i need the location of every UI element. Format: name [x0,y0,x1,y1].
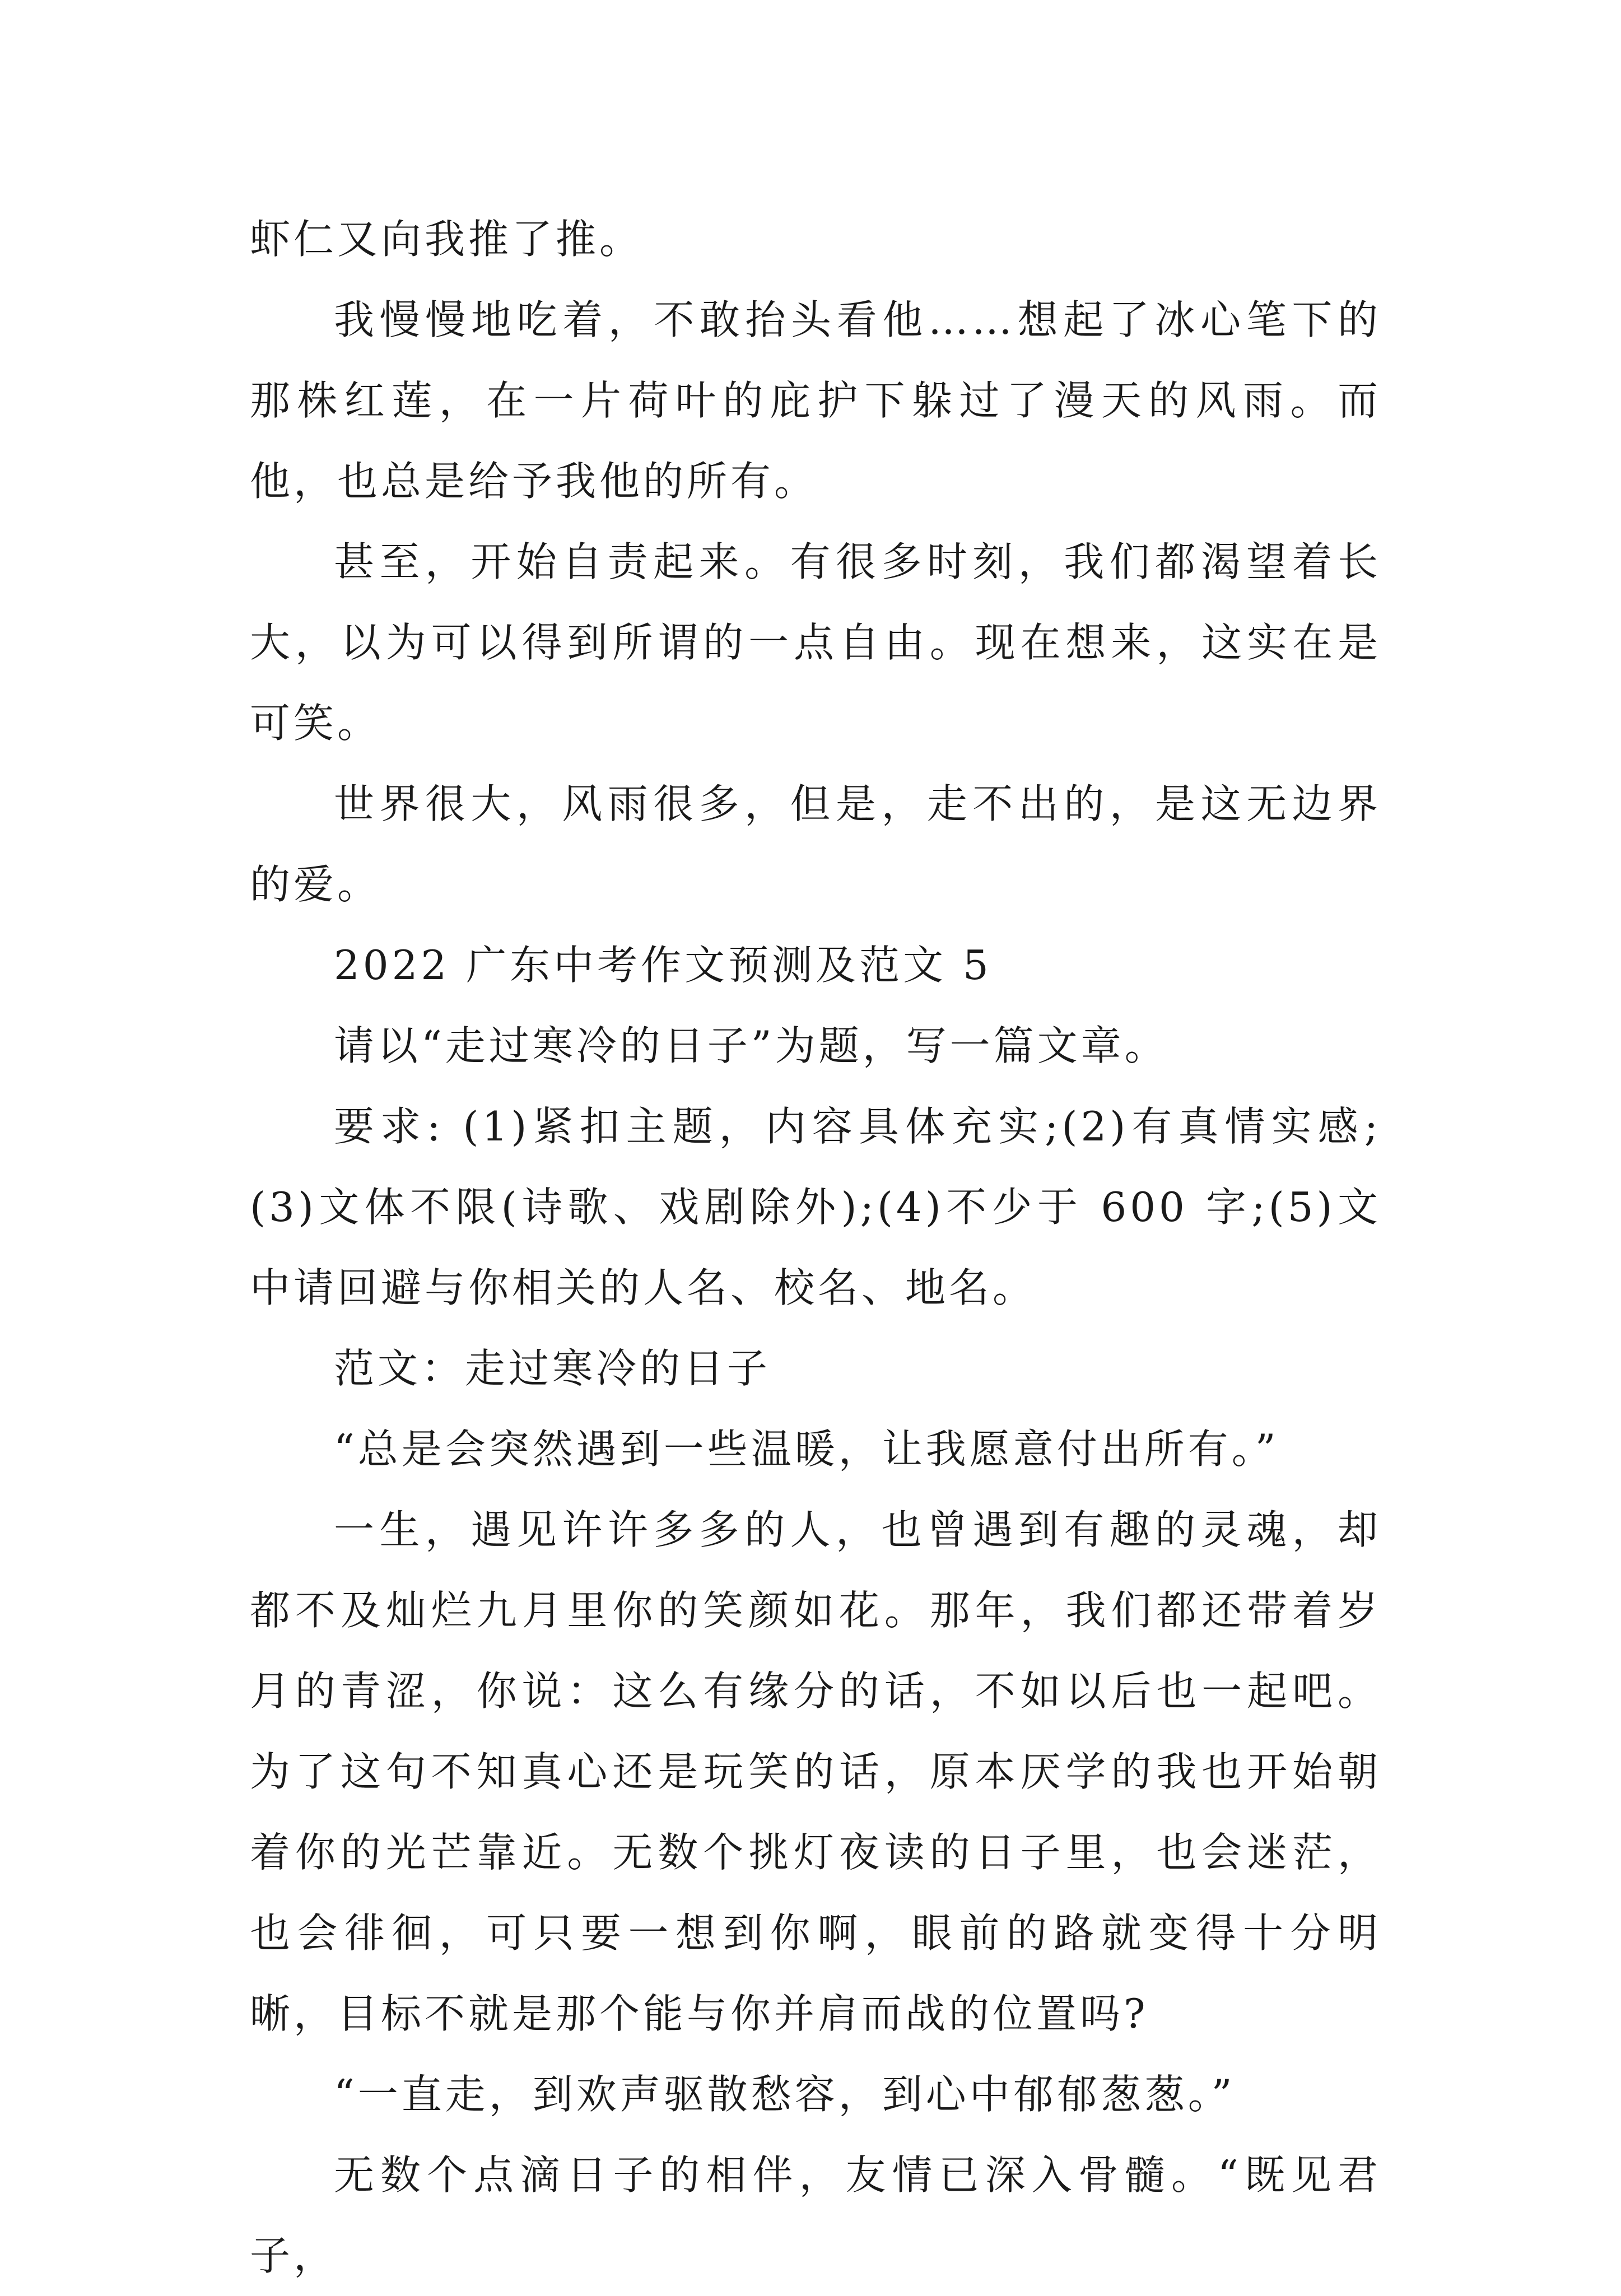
document-body [250,199,1381,2296]
requirements-paragraph: 要求: (1)紧扣主题，内容具体充实;(2)有真情实感;(3)文体不限(诗歌、戏剧除外);(4)不少于 600 字;(5)文中请回避与你相关的人名、校名、地名。 [250,1103,1381,1311]
paragraph-quote-1: “总是会突然遇到一些温暖，让我愿意付出所有。” [334,1426,1279,1473]
prompt-paragraph: 请以“走过寒冷的日子”为题，写一篇文章。 [334,1022,1168,1069]
paragraph-1: 虾仁又向我推了推。 [250,216,644,263]
paragraph-6: 无数个点滴日子的相伴，友情已深入骨髓。“既见君子， [250,2151,1381,2279]
section-heading: 2022 广东中考作文预测及范文 5 [334,942,992,989]
paragraph-2: 我慢慢地吃着，不敢抬头看他……想起了冰心笔下的那株红莲，在一片荷叶的庇护下躲过了漫天的风雨。而他，也总是给予我他的所有。 [250,296,1381,505]
essay-title: 范文：走过寒冷的日子 [334,1345,771,1392]
paragraph-quote-2: “一直走，到欢声驱散愁容，到心中郁郁葱葱。” [334,2071,1236,2118]
paragraph-5: 一生，遇见许许多多的人，也曾遇到有趣的灵魂，却都不及灿烂九月里你的笑颜如花。那年，我们都还带着岁月的青涩，你说：这么有缘分的话，不如以后也一起吧。为了这句不知真心还是玩笑的话，原本厌学的我也开始朝着你的光芒靠近。无数个挑灯夜读的日子里，也会迷茫，也会徘徊，可只要一想到你啊，眼前的路就变得十分明晰，目标不就是那个能与你并肩而战的位置吗? [250,1506,1381,2037]
paragraph-3: 甚至，开始自责起来。有很多时刻，我们都渴望着长大，以为可以得到所谓的一点自由。现在想来，这实在是可笑。 [250,538,1381,747]
paragraph-4: 世界很大，风雨很多，但是，走不出的，是这无边界的爱。 [250,780,1381,908]
